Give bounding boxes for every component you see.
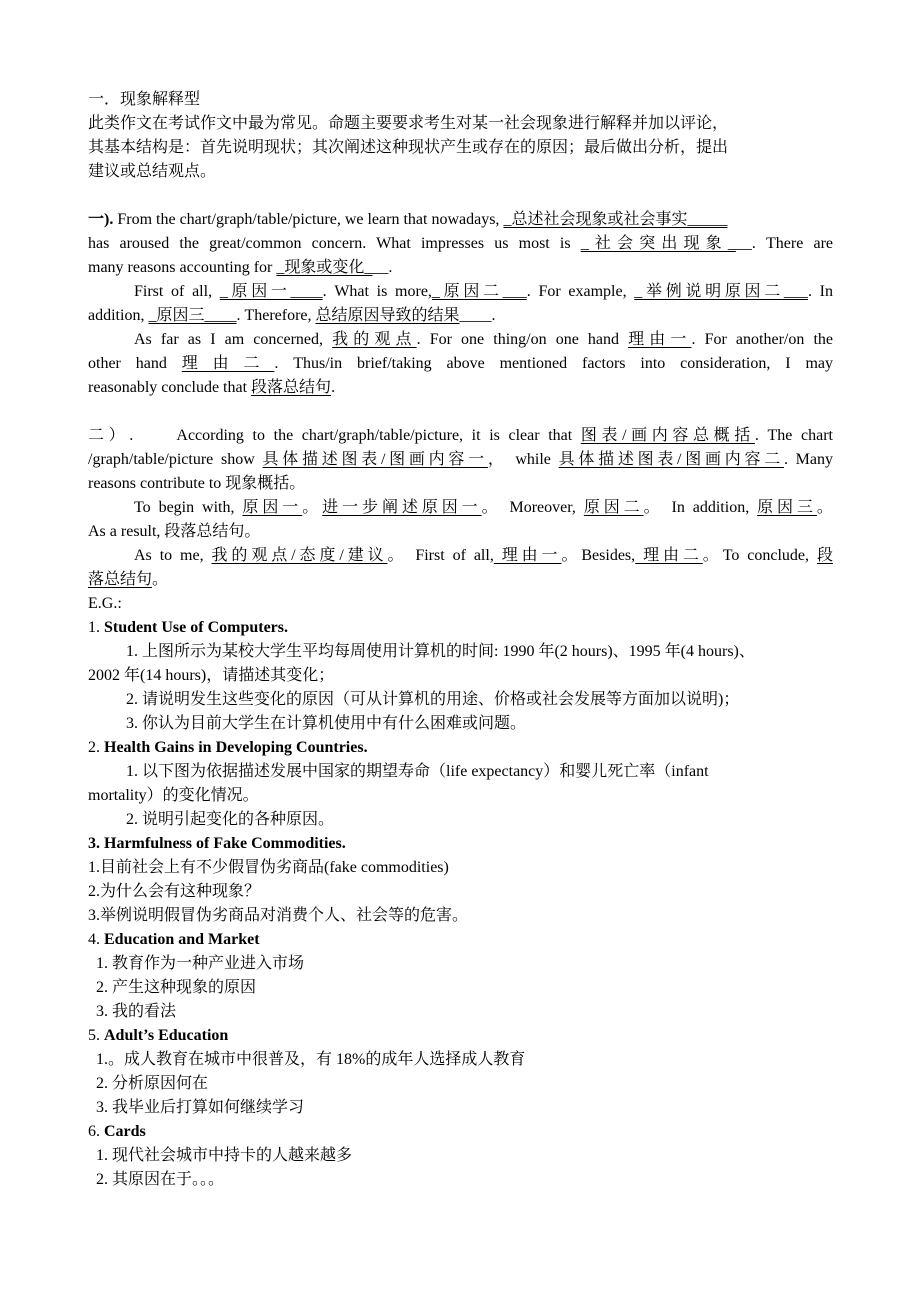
text: many reasons accounting for bbox=[88, 259, 277, 276]
template1-label: 一). bbox=[88, 211, 114, 228]
blank-argument-1: 理由一 bbox=[493, 547, 562, 564]
template2-line-6 bbox=[88, 544, 833, 568]
template1-line-4 bbox=[88, 280, 833, 304]
example-5-item: 3. 我毕业后打算如何继续学习 bbox=[96, 1099, 305, 1116]
text: 4. bbox=[88, 931, 104, 948]
text: 。To conclude, bbox=[702, 547, 817, 564]
text: 6. bbox=[88, 1123, 104, 1140]
example-4-item: 1. 教育作为一种产业进入市场 bbox=[96, 955, 305, 972]
example-1-item: 2002 年(14 hours)，请描述其变化； bbox=[88, 667, 335, 684]
spacer bbox=[88, 400, 833, 424]
text: Student Use of Computers. bbox=[104, 619, 288, 636]
text: Adult’s Education bbox=[104, 1027, 229, 1044]
text: 5. bbox=[88, 1027, 104, 1044]
text: 。 First of all, bbox=[387, 547, 494, 564]
example-1-item: 1. 上图所示为某校大学生平均每周使用计算机的时间: 1990 年(2 hours)、1995 年(4 hours)、 bbox=[126, 643, 755, 660]
example-3-item: 2.为什么会有这种现象？ bbox=[88, 883, 261, 900]
example-5-item: 2. 分析原因何在 bbox=[96, 1075, 209, 1092]
text: Cards bbox=[104, 1123, 146, 1140]
text: 。 Moreover, bbox=[481, 499, 584, 516]
blank-closing-start: 段 bbox=[816, 547, 833, 564]
example-2-item: 2. 说明引起变化的各种原因。 bbox=[126, 811, 335, 828]
blank-chart-detail-2: 具体描述图表/图画内容二 bbox=[558, 451, 784, 468]
template2-line-2 bbox=[88, 448, 833, 472]
text: According to the chart/graph/table/picture, it is clear that bbox=[176, 427, 581, 444]
text: . The chart bbox=[754, 427, 833, 444]
text: __. bbox=[372, 259, 393, 276]
blank-cause-1-detail: 进一步阐述原因一 bbox=[322, 499, 482, 516]
template1-line-6 bbox=[88, 328, 833, 352]
text: . bbox=[331, 379, 336, 396]
text: has aroused the great/common concern. What impresses us most is bbox=[88, 235, 581, 252]
example-4-item: 2. 产生这种现象的原因 bbox=[96, 979, 257, 996]
blank-cause-2: 原因二 bbox=[583, 499, 644, 516]
text: other hand bbox=[88, 355, 182, 372]
blank-cause-1: 原因一 bbox=[242, 499, 303, 516]
blank-my-view: 我的观点 bbox=[332, 331, 417, 348]
text: 。 bbox=[152, 571, 169, 588]
text: . For another/on the bbox=[691, 331, 833, 348]
example-3-item: 1.目前社会上有不少假冒伪劣商品(fake commodities) bbox=[88, 859, 449, 876]
text: . For example, bbox=[526, 283, 635, 300]
blank-example: _举例说明原因二___ bbox=[634, 283, 808, 300]
text: 2. bbox=[88, 739, 104, 756]
blank-outstanding-phenomenon: _社会突出现象_ bbox=[580, 235, 736, 252]
example-2-item: 1. 以下图为依据描述发展中国家的期望寿命（life expectancy）和婴儿死亡率（infant bbox=[126, 763, 709, 780]
template1-line-8 bbox=[88, 376, 833, 400]
section-heading: 一．现象解释型 bbox=[88, 91, 201, 108]
example-6-item: 2. 其原因在于。。。 bbox=[96, 1171, 225, 1188]
text: 。 bbox=[816, 499, 833, 516]
text: Education and Market bbox=[104, 931, 260, 948]
example-3-item: 3.举例说明假冒伪劣商品对消费个人、社会等的危害。 bbox=[88, 907, 469, 924]
example-1-title bbox=[88, 616, 833, 640]
text: 。 In addition, bbox=[643, 499, 758, 516]
blank-cause-3: 原因三 bbox=[757, 499, 817, 516]
blank-chart-overview: 图表/画内容总概括 bbox=[580, 427, 755, 444]
text: 。Besides, bbox=[561, 547, 636, 564]
example-3-title: 3. Harmfulness of Fake Commodities. bbox=[88, 835, 346, 852]
document-body bbox=[88, 88, 833, 1192]
text: As to me, bbox=[134, 547, 212, 564]
intro-line-2: 其基本结构是：首先说明现状；其次阐述这种现状产生或存在的原因；最后做出分析，提出 bbox=[88, 139, 729, 156]
example-5-title bbox=[88, 1024, 833, 1048]
template1-line-2 bbox=[88, 232, 833, 256]
template2-label: 二）. bbox=[88, 427, 134, 444]
example-5-item: 1.。成人教育在城市中很普及，有 18%的成年人选择成人教育 bbox=[96, 1051, 526, 1068]
blank-phenomenon-change: _现象或变化_ bbox=[276, 259, 373, 276]
text: As far as I am concerned, bbox=[134, 331, 333, 348]
text: /graph/table/picture show bbox=[88, 451, 263, 468]
blank-attitude: 我的观点/态度/建议 bbox=[211, 547, 388, 564]
spacer bbox=[88, 184, 833, 208]
blank-argument-2: 理由二 bbox=[635, 547, 703, 564]
template2-line-7 bbox=[88, 568, 833, 592]
example-6-item: 1. 现代社会城市中持卡的人越来越多 bbox=[96, 1147, 353, 1164]
text: . Therefore, bbox=[236, 307, 316, 324]
text: First of all, bbox=[134, 283, 220, 300]
text: 。 bbox=[302, 499, 323, 516]
template1-line-1 bbox=[88, 208, 833, 232]
example-4-title bbox=[88, 928, 833, 952]
example-1-item: 3. 你认为目前大学生在计算机使用中有什么困难或问题。 bbox=[126, 715, 527, 732]
template2-line-3: reasons contribute to 现象概括。 bbox=[88, 475, 306, 492]
examples-label: E.G.: bbox=[88, 595, 122, 612]
blank-reason-2: _原因二___ bbox=[431, 283, 527, 300]
template2-line-1 bbox=[88, 424, 833, 448]
text: ， while bbox=[487, 451, 559, 468]
text: Health Gains in Developing Countries. bbox=[104, 739, 368, 756]
blank-reason-1: _原因一____ bbox=[219, 283, 323, 300]
text: From the chart/graph/table/picture, we learn that nowadays, bbox=[113, 211, 504, 228]
text: . Many bbox=[783, 451, 834, 468]
example-2-title bbox=[88, 736, 833, 760]
example-4-item: 3. 我的看法 bbox=[96, 1003, 177, 1020]
blank-summary: 段落总结句 bbox=[251, 379, 332, 396]
blank-chart-detail-1: 具体描述图表/图画内容一 bbox=[262, 451, 488, 468]
text: . For one thing/on one hand bbox=[416, 331, 629, 348]
blank-result: 总结原因导致的结果 bbox=[315, 307, 460, 324]
blank-social-phenomenon: _总述社会现象或社会事实_____ bbox=[503, 211, 728, 228]
text: . What is more, bbox=[322, 283, 432, 300]
blank-reason-one: 理由一 bbox=[628, 331, 692, 348]
text: 1. bbox=[88, 619, 104, 636]
intro-line-1: 此类作文在考试作文中最为常见。命题主要要求考生对某一社会现象进行解释并加以评论， bbox=[88, 115, 729, 132]
text: To begin with, bbox=[134, 499, 243, 516]
template2-line-4 bbox=[88, 496, 833, 520]
template1-line-3 bbox=[88, 256, 833, 280]
template2-line-5: As a result, 段落总结句。 bbox=[88, 523, 261, 540]
text: . In bbox=[807, 283, 833, 300]
text: . Thus/in brief/taking above mentioned factors into consideration, I may bbox=[274, 355, 833, 372]
template1-line-7 bbox=[88, 352, 833, 376]
text: addition, bbox=[88, 307, 149, 324]
example-6-title bbox=[88, 1120, 833, 1144]
blank-closing-end: 落总结句 bbox=[88, 571, 153, 588]
text: ____. bbox=[459, 307, 496, 324]
example-2-item: mortality）的变化情况。 bbox=[88, 787, 259, 804]
blank-reason-3: _原因三____ bbox=[148, 307, 237, 324]
blank-reason-two: 理由二 bbox=[181, 355, 275, 372]
text: reasonably conclude that bbox=[88, 379, 252, 396]
intro-line-3: 建议或总结观点。 bbox=[88, 163, 217, 180]
example-1-item: 2. 请说明发生这些变化的原因（可从计算机的用途、价格或社会发展等方面加以说明)； bbox=[126, 691, 740, 708]
template1-line-5 bbox=[88, 304, 833, 328]
text: __. There are bbox=[735, 235, 833, 252]
